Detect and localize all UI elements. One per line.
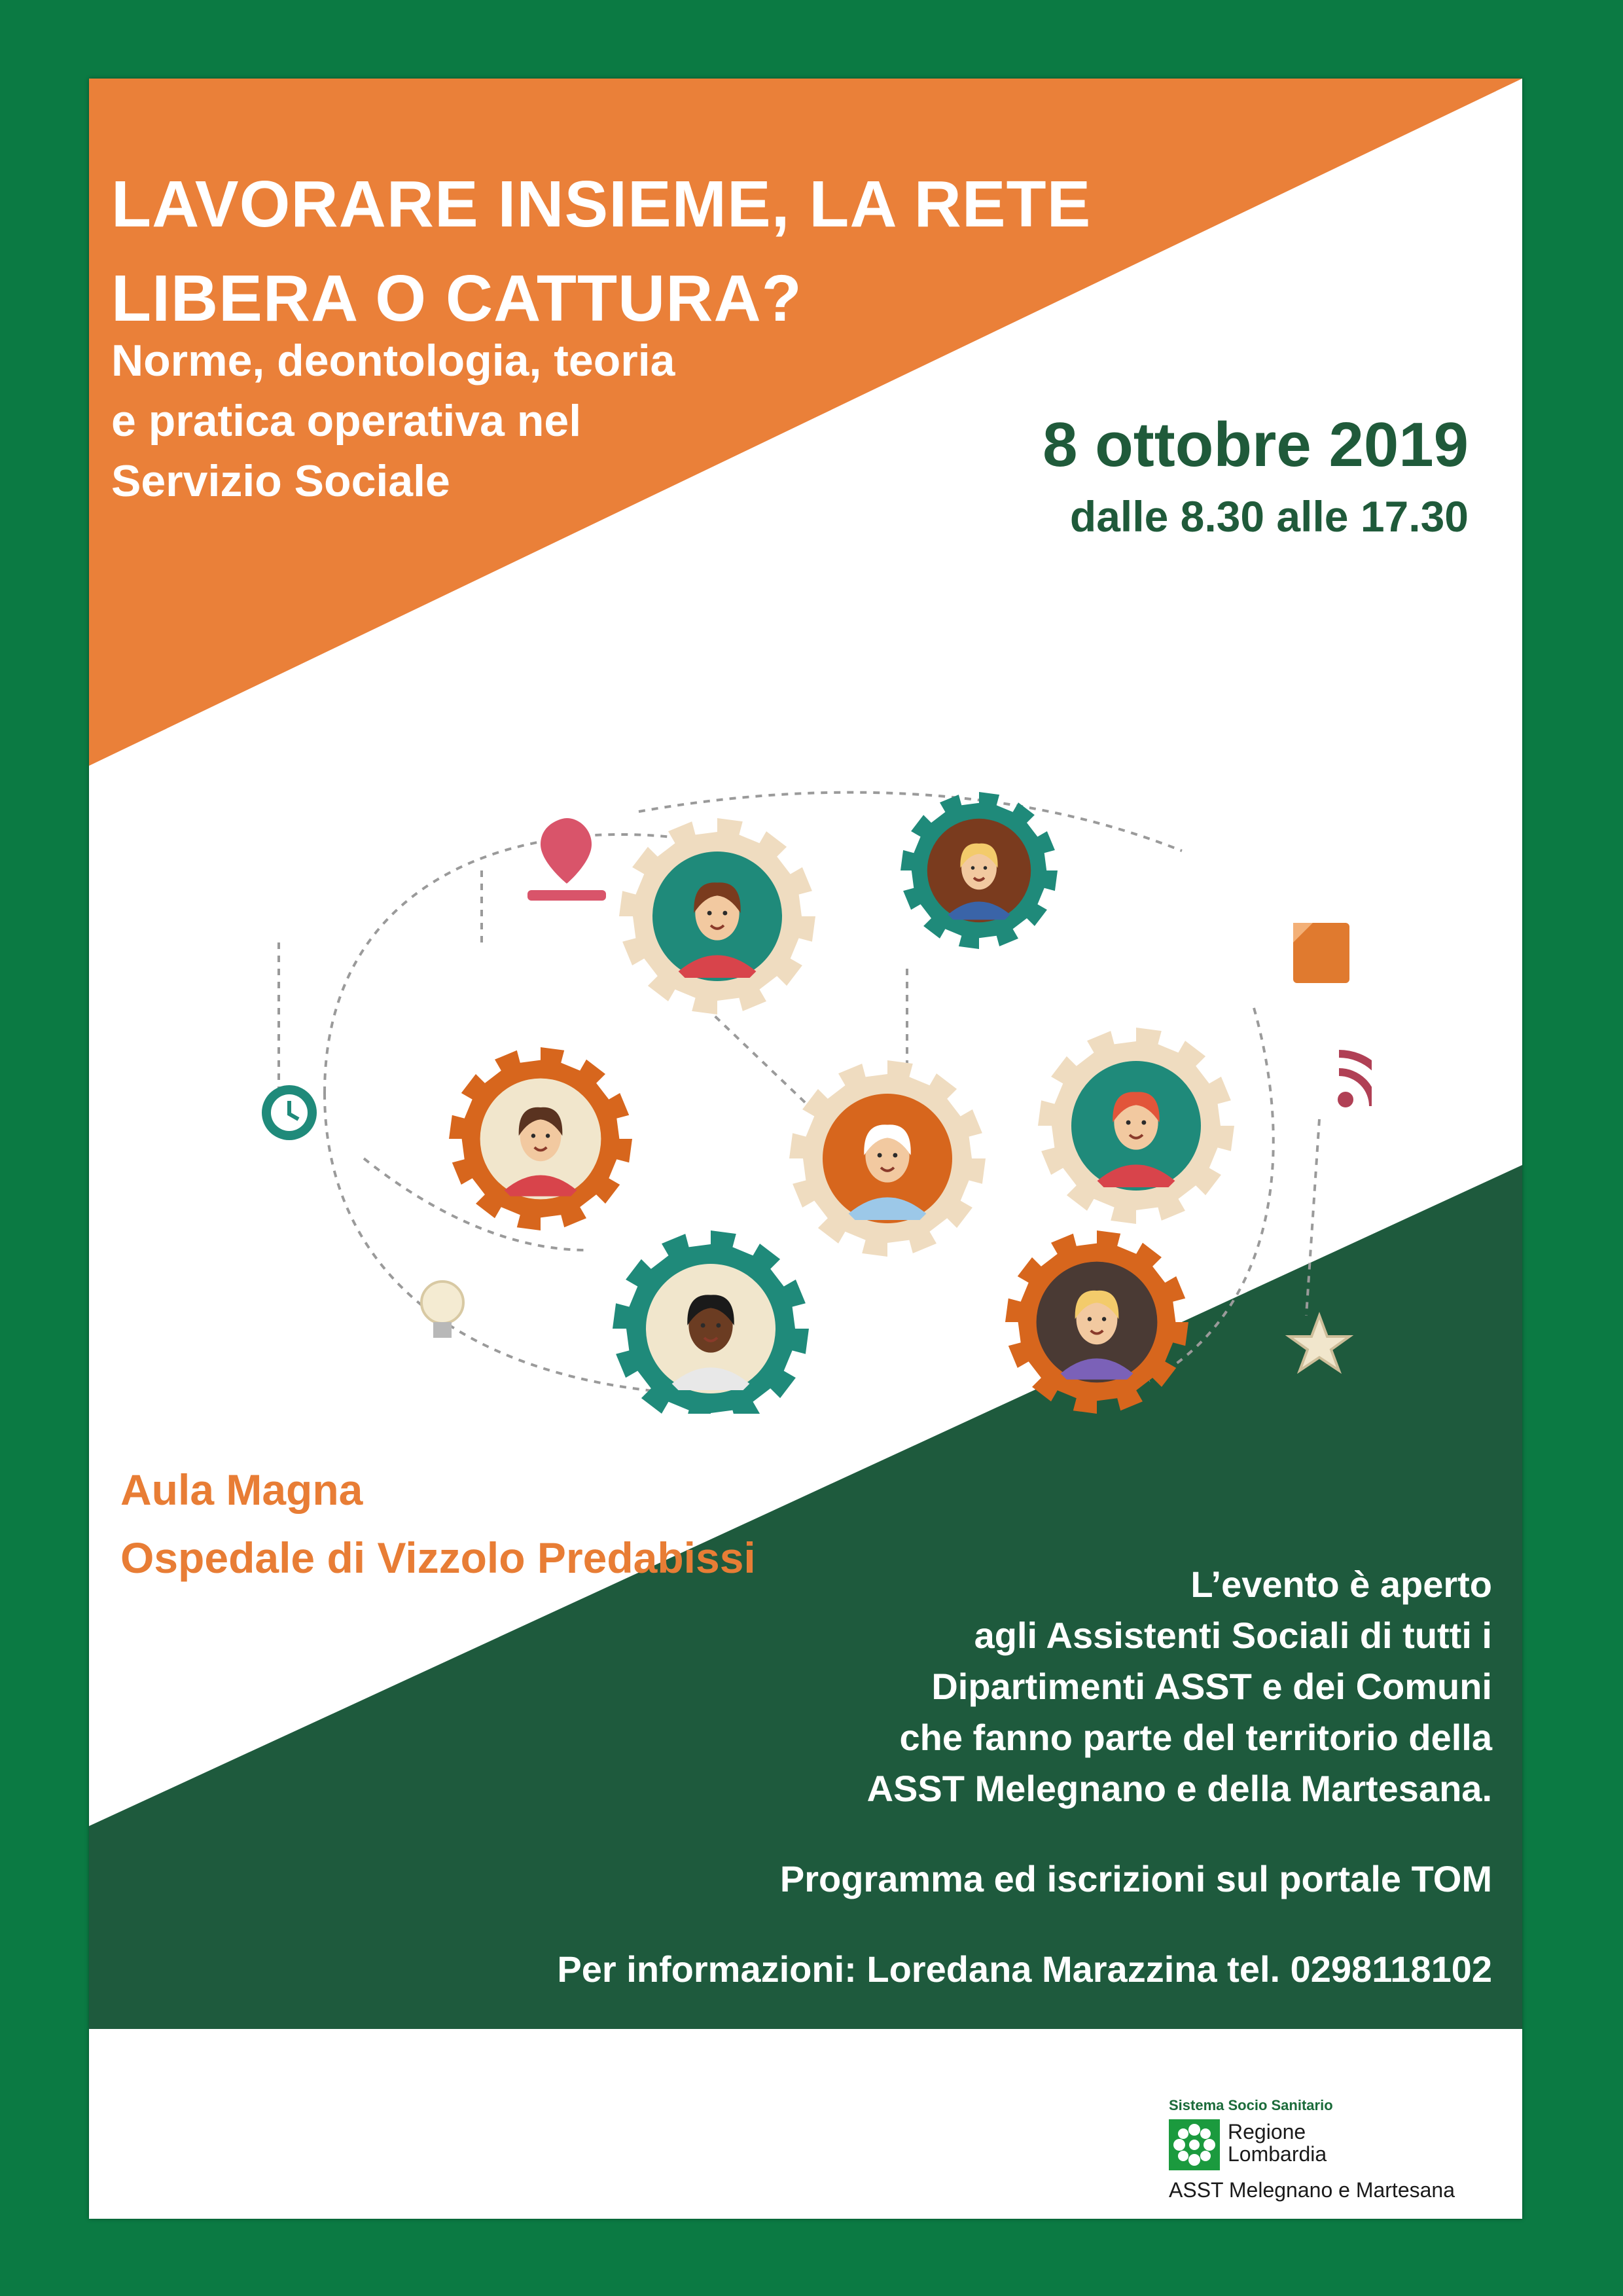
gear-layer	[449, 792, 1234, 1414]
lombardia-rose-icon	[1169, 2119, 1220, 2170]
subtitle-line-1: Norme, deontologia, teoria	[111, 336, 675, 386]
lightbulb-icon	[421, 1282, 463, 1338]
wifi-icon	[1339, 1054, 1372, 1106]
event-title	[111, 157, 1224, 346]
network-gears-illustration	[233, 753, 1372, 1414]
regione-lombardia-logo	[1169, 2097, 1496, 2202]
alarm-clock-icon	[262, 1085, 317, 1140]
gear-man-dark	[613, 1230, 809, 1414]
event-info	[557, 1559, 1492, 1995]
title-line-1: LAVORARE INSIEME, LA RETE	[111, 168, 1092, 241]
venue-line-2: Ospedale di Vizzolo Predabissi	[120, 1534, 756, 1582]
contact-text: Per informazioni: Loredana Marazzina tel. 0298118102	[557, 1948, 1492, 1990]
event-subtitle	[111, 331, 897, 511]
info-line-2: agli Assistenti Sociali di tutti i	[974, 1615, 1492, 1656]
logo-region-name	[1228, 2121, 1327, 2165]
logo-asst-name: ASST Melegnano e Martesana	[1169, 2178, 1455, 2202]
gear-woman-blond	[901, 792, 1058, 949]
info-line-4: che fanno parte del territorio della	[899, 1717, 1492, 1758]
logo-system-text: Sistema Socio Sanitario	[1169, 2097, 1333, 2113]
spacer	[557, 1814, 1492, 1854]
title-line-2: LIBERA O CATTURA?	[111, 262, 802, 335]
star-icon	[1289, 1316, 1349, 1371]
gear-woman-red	[1038, 1028, 1234, 1224]
gear-man-center	[789, 1060, 986, 1257]
event-poster	[89, 79, 1522, 2219]
venue-line-1: Aula Magna	[120, 1465, 363, 1514]
logo-region-line-1: Regione	[1228, 2120, 1306, 2144]
subtitle-line-2: e pratica operativa nel	[111, 396, 582, 446]
event-hours: dalle 8.30 alle 17.30	[1069, 492, 1469, 541]
info-line-1: L’evento è aperto	[1190, 1564, 1492, 1605]
note-icon	[1293, 923, 1349, 983]
subtitle-line-3: Servizio Sociale	[111, 456, 450, 506]
gear-woman-purple	[1005, 1230, 1188, 1414]
program-text: Programma ed iscrizioni sul portale TOM	[779, 1858, 1492, 1899]
location-pin-icon	[527, 818, 606, 901]
logo-region-line-2: Lombardia	[1228, 2142, 1327, 2166]
event-date: 8 ottobre 2019	[1043, 410, 1469, 480]
info-line-3: Dipartimenti ASST e dei Comuni	[931, 1666, 1492, 1707]
info-line-5: ASST Melegnano e della Martesana.	[866, 1768, 1492, 1809]
spacer	[557, 1905, 1492, 1944]
gear-man-beard	[619, 818, 815, 1014]
gear-woman-brown	[449, 1047, 632, 1230]
